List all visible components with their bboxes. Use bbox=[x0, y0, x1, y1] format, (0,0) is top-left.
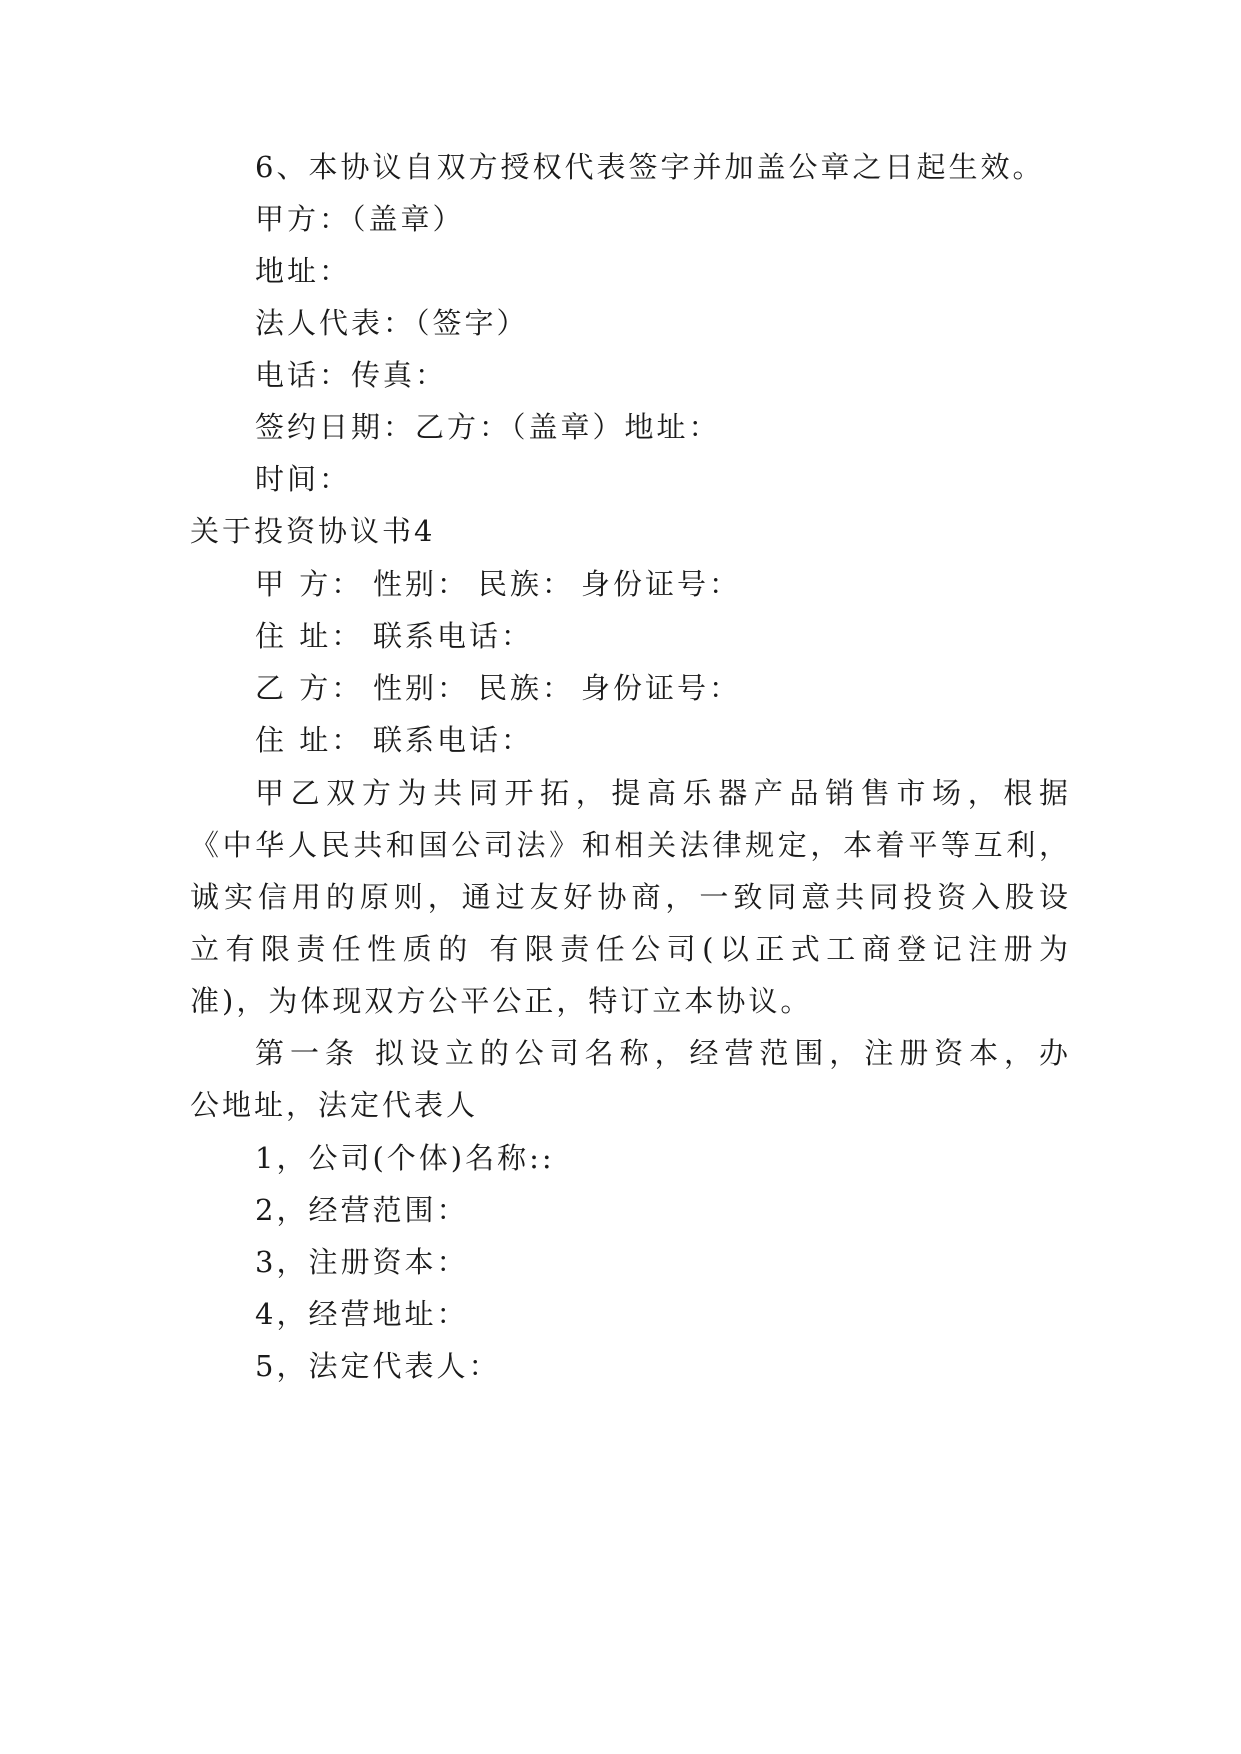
article-1-title-cont: 公地址，法定代表人 bbox=[190, 1088, 479, 1122]
preamble-line: 《中华人民共和国公司法》和相关法律规定，本着平等互利， bbox=[190, 828, 1070, 862]
id-number-label: 身份证号： bbox=[581, 671, 742, 705]
preamble-line: 立有限责任性质的 有限责任公司(以正式工商登记注册为 bbox=[190, 932, 1070, 966]
party-a-seal: 甲方：（盖章） bbox=[255, 202, 465, 236]
party-b-label: 乙 方： bbox=[255, 671, 364, 705]
list-item: 1，公司(个体)名称:: bbox=[255, 1141, 555, 1175]
preamble-line: 甲乙双方为共同开拓，提高乐器产品销售市场，根据 bbox=[255, 776, 1070, 810]
sign-date-party-b: 签约日期：乙方：（盖章）地址： bbox=[255, 410, 721, 444]
time-label: 时间： bbox=[255, 462, 352, 496]
clause-6: 6、本协议自双方授权代表签字并加盖公章之日起生效。 bbox=[255, 150, 1045, 184]
preamble-line: 诚实信用的原则，通过友好协商，一致同意共同投资入股设 bbox=[190, 880, 1070, 914]
address-field-label: 住 址： bbox=[255, 619, 364, 653]
preamble-line: 准)，为体现双方公平公正，特订立本协议。 bbox=[190, 984, 813, 1018]
list-item: 3，注册资本： bbox=[255, 1245, 469, 1279]
address-field-label: 住 址： bbox=[255, 723, 364, 757]
gender-label: 性别： bbox=[373, 567, 470, 601]
party-a-label: 甲 方： bbox=[255, 567, 364, 601]
contact-phone-label: 联系电话： bbox=[373, 723, 534, 757]
legal-rep-sign: 法人代表：（签字） bbox=[255, 306, 529, 340]
party-a-info bbox=[255, 564, 1070, 604]
ethnicity-label: 民族： bbox=[478, 671, 575, 705]
contact-phone-label: 联系电话： bbox=[373, 619, 534, 653]
phone-fax: 电话：传真： bbox=[255, 358, 448, 392]
id-number-label: 身份证号： bbox=[581, 567, 742, 601]
list-item: 2，经营范围： bbox=[255, 1193, 469, 1227]
gender-label: 性别： bbox=[373, 671, 470, 705]
list-item: 4，经营地址： bbox=[255, 1297, 469, 1331]
section-heading: 关于投资协议书4 bbox=[190, 514, 436, 548]
list-item: 5，法定代表人： bbox=[255, 1349, 501, 1383]
party-a-address bbox=[255, 616, 1070, 656]
ethnicity-label: 民族： bbox=[478, 567, 575, 601]
article-1-title: 第一条 拟设立的公司名称，经营范围，注册资本，办 bbox=[255, 1036, 1070, 1070]
party-b-info bbox=[255, 668, 1070, 708]
address-label: 地址： bbox=[255, 254, 352, 288]
party-b-address bbox=[255, 720, 1070, 760]
